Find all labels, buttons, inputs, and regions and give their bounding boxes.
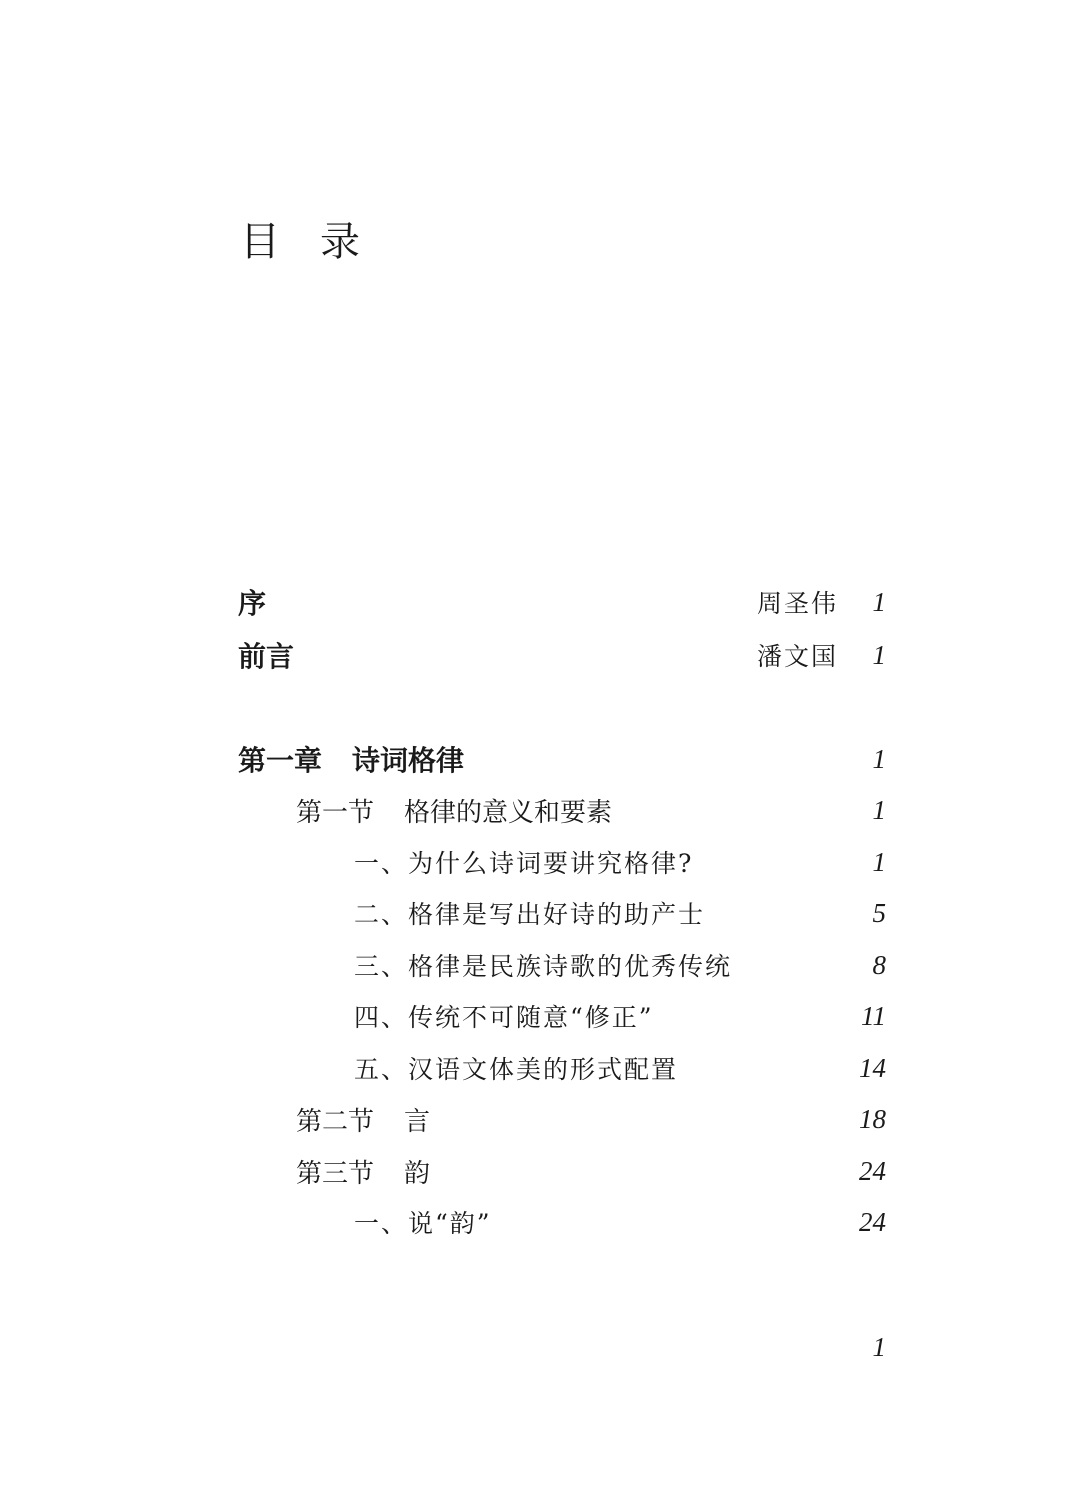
toc-entry-item[interactable] — [354, 996, 886, 1036]
section-number: 第二节 — [296, 1106, 375, 1137]
toc-entry-label: 序 — [238, 587, 267, 620]
toc-entry-label: 前言 — [238, 640, 295, 673]
item-title: 五、汉语文体美的形式配置 — [354, 1055, 679, 1084]
toc-entry-page: 1 — [872, 586, 886, 617]
toc-entry-section-1[interactable] — [296, 790, 886, 830]
toc-entry-page: 1 — [872, 639, 886, 670]
section-title: 韵 — [404, 1158, 431, 1189]
toc-entry-chapter-1[interactable] — [238, 739, 886, 779]
item-title: 一、为什么诗词要讲究格律? — [354, 849, 694, 878]
toc-entry-page: 24 — [859, 1206, 886, 1237]
toc-entry-page: 1 — [872, 846, 886, 877]
toc-entry-page: 24 — [859, 1155, 886, 1186]
toc-entry-author: 潘文国 — [756, 642, 838, 671]
section-number: 第一节 — [296, 797, 375, 828]
toc-entry-item[interactable] — [354, 893, 886, 933]
toc-entry-page: 1 — [872, 743, 886, 774]
section-title: 格律的意义和要素 — [404, 797, 613, 828]
toc-entry-page: 18 — [859, 1103, 886, 1134]
toc-entry-foreword[interactable] — [238, 635, 886, 675]
item-title: 一、说“韵” — [354, 1209, 492, 1238]
toc-entry-item[interactable] — [354, 842, 886, 882]
toc-entry-author: 周圣伟 — [756, 589, 838, 618]
chapter-title: 诗词格律 — [352, 744, 465, 777]
item-title: 四、传统不可随意“修正” — [354, 1003, 654, 1032]
toc-entry-page: 14 — [859, 1052, 886, 1083]
toc-entry-section-2[interactable] — [296, 1099, 886, 1139]
toc-entry-item[interactable] — [354, 1048, 886, 1088]
toc-entry-page: 1 — [872, 794, 886, 825]
toc-entry-item[interactable] — [354, 1202, 886, 1242]
chapter-number: 第一章 — [238, 744, 323, 777]
item-title: 三、格律是民族诗歌的优秀传统 — [354, 952, 733, 981]
toc-entry-item[interactable] — [354, 945, 886, 985]
toc-entry-page: 8 — [872, 949, 886, 980]
item-title: 二、格律是写出好诗的助产士 — [354, 900, 706, 929]
toc-entry-section-3[interactable] — [296, 1151, 886, 1191]
page-title: 目录 — [240, 219, 400, 265]
section-number: 第三节 — [296, 1158, 375, 1189]
section-title: 言 — [404, 1106, 431, 1137]
toc-entry-preface[interactable] — [238, 582, 886, 622]
toc-entry-page: 5 — [872, 897, 886, 928]
toc-entry-page: 11 — [861, 1000, 886, 1031]
page-number: 1 — [872, 1332, 886, 1362]
